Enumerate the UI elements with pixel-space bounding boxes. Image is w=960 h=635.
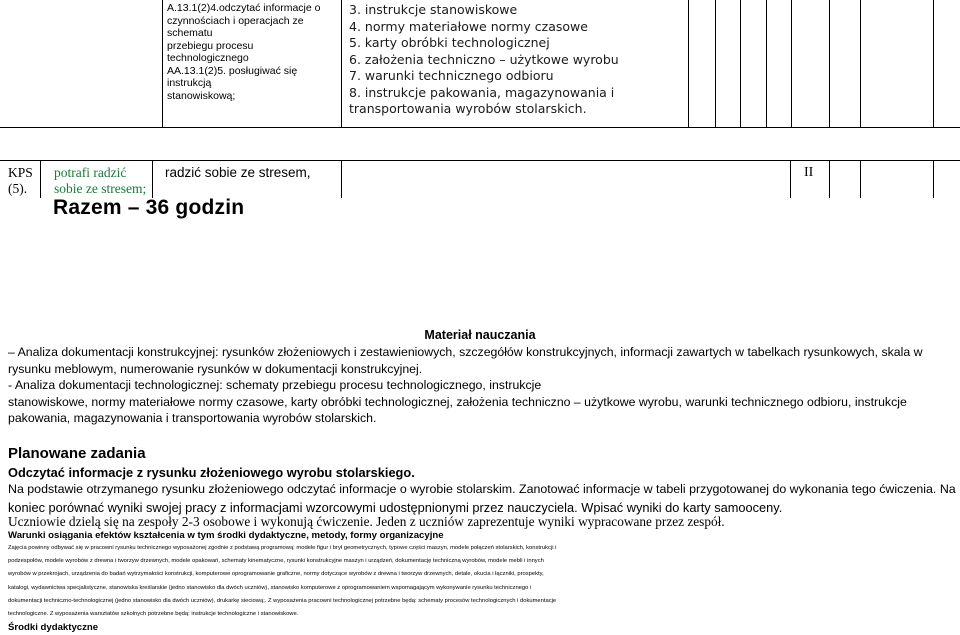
list-item: 8. instrukcje pakowania, magazynowania i	[349, 84, 615, 100]
means-heading: Środki dydaktyczne	[8, 622, 99, 633]
table-line	[40, 160, 41, 198]
material-heading: Materiał nauczania	[424, 328, 536, 342]
table-line	[860, 0, 861, 127]
material-line: – Analiza dokumentacji konstrukcyjnej: rysunków złożeniowych i zestawieniowych, szczegółów konstrukcyjnych, informacji zawartych w tabelkach rysunkowych, skala w	[8, 345, 923, 359]
list-item: 6. założenia techniczno – użytkowe wyrobu	[349, 51, 619, 67]
planned-serif-line: Uczniowie dzielą się na zespoły 2-3 osobowe i wykonują ćwiczenie. Jeden z uczniów zaprezentuje wyniki wypracowane przez zespół.	[8, 514, 725, 529]
effect-line: A.13.1(2)4.odczytać informacje o	[167, 2, 321, 14]
conditions-line: Zajęcia powinny odbywać się w pracowni rysunku technicznego wyposażonej zgodnie z podstawą programową: modele figur i brył geometrycznych, typowe części maszyn, modele połączeń stolarskich, konstrukcji i	[8, 545, 557, 551]
effect-line: czynnościach i operacjach ze schematu	[167, 14, 304, 39]
kps-content: radzić sobie ze stresem,	[165, 165, 311, 180]
material-line: stanowiskowe, normy materiałowe normy czasowe, karty obróbki technologicznej, założenia techniczno – użytkowe wyrobu, warunki technicznego odbioru, instrukcje	[8, 394, 907, 409]
table-line	[162, 0, 163, 127]
planned-heading: Planowane zadania	[8, 445, 146, 462]
conditions-text	[8, 542, 960, 621]
table-line	[740, 0, 741, 127]
material-line: rysunku meblowym, numerowanie rysunków w dokumentacji konstrukcyjnej.	[8, 361, 423, 376]
list-item: 3. instrukcje stanowiskowe	[349, 2, 518, 17]
kps-code: KPS (5).	[8, 165, 33, 196]
conditions-line: technologiczne. Z wyposażenia warsztatów szkolnych potrzebne będą: instrukcje technologiczne i stanowiskowe.	[8, 611, 299, 618]
material-line: pakowania, magazynowania i transportowania wyrobów stolarskich.	[8, 411, 377, 426]
table-line	[0, 160, 960, 161]
table-line	[829, 160, 830, 198]
conditions-line: podzespołów, modele wyrobów z drewna i tworzyw drzewnych, modele opakowań, schematy kinematyczne, rysunki konstrukcyjne maszyn i urządzeń, dokumentację techniczną wyrobów, modele mebli i innych	[8, 558, 544, 565]
table-line	[688, 0, 689, 127]
table-line	[933, 0, 934, 127]
effect-line: AA.13.1(2)5. posługiwać się instrukcją	[167, 64, 298, 89]
conditions-heading: Warunki osiągania efektów kształcenia w tym środki dydaktyczne, metody, formy organizacyjne	[8, 530, 444, 541]
table-line	[152, 160, 153, 198]
table-line	[0, 127, 960, 128]
table-line	[933, 160, 934, 198]
table-line	[766, 0, 767, 127]
table-line	[791, 0, 792, 127]
kps-level: II	[804, 165, 814, 180]
table-line	[341, 0, 342, 127]
planned-text	[8, 481, 958, 517]
list-item: 7. warunki technicznego odbioru	[349, 68, 554, 83]
effects-cell	[167, 2, 337, 102]
effect-line: stanowiskową;	[167, 89, 236, 102]
table-line	[341, 160, 342, 198]
conditions-line: wyrobów w przekrojach, urządzenia do badań wytrzymałości konstrukcji, komputerowe oprogramowanie graficzne, normy dotyczące wyrobów z drewna i tworzyw drzewnych, detale, okucia i łączniki, prospekty,	[8, 571, 544, 578]
list-item: 5. karty obróbki technologicznej	[349, 35, 550, 50]
table-line	[790, 160, 791, 198]
kps-effect: potrafi radzić sobie ze stresem;	[54, 165, 147, 196]
conditions-line: dokumentacji techniczno-technologicznej (jedno stanowisko dla dwóch uczniów), drukarkę sieciową;. Z wyposażenia pracowni technologicznej potrzebne będą: schematy procesów technologicznych i dokumentacje	[8, 597, 557, 604]
content-list	[349, 2, 684, 118]
material-text	[8, 344, 958, 427]
conditions-line: katalogi, wydawnictwa specjalistyczne, stanowiska kreślarskie (jedno stanowisko dla dwóch uczniów), stanowisko komputerowe z oprogramowaniem wspomagającym wykonywanie rysunku technicznego i	[8, 584, 532, 591]
list-item: transportowania wyrobów stolarskich.	[349, 101, 587, 116]
total-hours: Razem – 36 godzin	[53, 196, 245, 219]
list-item: 4. normy materiałowe normy czasowe	[349, 18, 588, 34]
table-line	[715, 0, 716, 127]
planned-line: Na podstawie otrzymanego rysunku złożeniowego odczytać informacje o wyrobie stolarskim. Zanotować informacje w tabeli przygotowanej do wykonania tego ćwiczenia. Na	[8, 482, 956, 496]
material-line: - Analiza dokumentacji technologicznej: schematy przebiegu procesu technologicznego, instrukcje	[8, 378, 542, 393]
planned-line: koniec porównać wyniki swojej pracy z informacjami wzorcowymi udostępnionymi przez nauczyciela. Wpisać wyniki do karty samooceny.	[8, 499, 783, 515]
table-line	[829, 0, 830, 127]
table-line	[860, 160, 861, 198]
effect-line: przebiegu procesu technologicznego	[167, 39, 254, 64]
planned-subheading: Odczytać informacje z rysunku złożeniowego wyrobu stolarskiego.	[8, 465, 415, 480]
